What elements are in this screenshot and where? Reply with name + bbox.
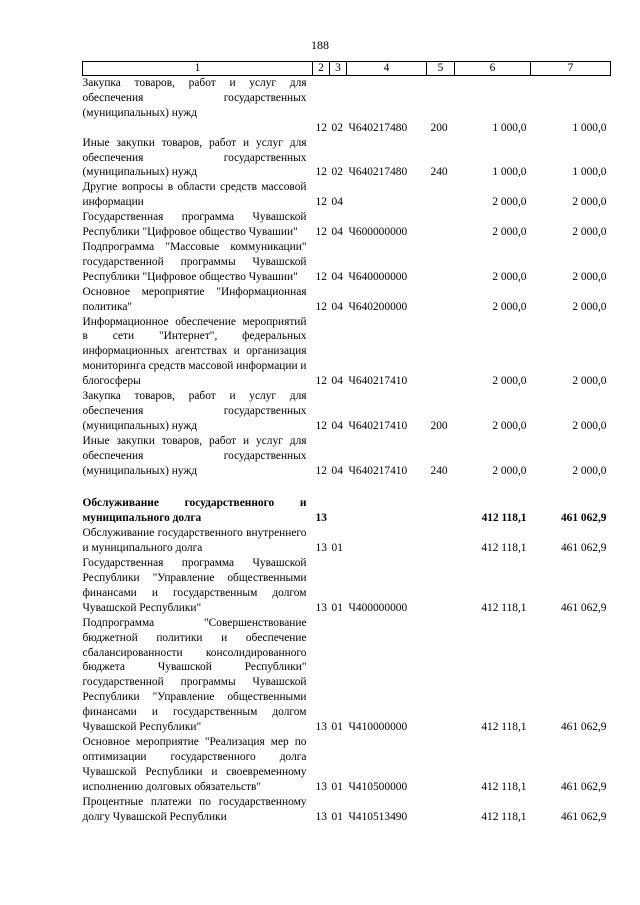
- table-header-row: [83, 62, 611, 76]
- row-name: Закупка товаров, работ и услуг для обеспечения государственных (муниципальных) нужд: [82, 390, 307, 432]
- subsection-code: 04: [331, 375, 343, 388]
- amount-year-2: 2 000,0: [572, 226, 607, 239]
- spacer-cell: [83, 478, 611, 496]
- amount-year-1: 2 000,0: [492, 300, 527, 313]
- subsection-code: 01: [331, 780, 343, 793]
- target-article-code: Ч640000000: [348, 270, 408, 283]
- expense-type-code: 200: [430, 419, 448, 432]
- target-article-code: [347, 526, 427, 556]
- table-row: [83, 136, 611, 181]
- table-row: [83, 180, 611, 210]
- amount-year-2: 2 000,0: [572, 464, 607, 477]
- column-header: 2: [313, 62, 330, 76]
- expense-type-code: 240: [430, 166, 448, 179]
- expense-type-code: [427, 526, 455, 556]
- column-header: 7: [531, 62, 611, 76]
- section-code: 13: [315, 542, 327, 555]
- expense-type-code: [427, 240, 455, 285]
- table-row: [83, 121, 611, 136]
- amount-year-2: 2 000,0: [572, 300, 607, 313]
- section-code: 12: [315, 121, 327, 134]
- row-name: Государственная программа Чувашской Республики "Управление общественными финансами и государственным долгом Чувашской Республики": [82, 557, 307, 614]
- subsection-code: 01: [331, 810, 343, 823]
- row-name: Обслуживание государственного внутреннего и муниципального долга: [82, 527, 307, 555]
- page-number: 188: [311, 38, 329, 52]
- row-name: Информационное обеспечение мероприятий в сети "Интернет", федеральных информационных агентствах и организация мониторинга средств массовой информации и блогосферы: [82, 315, 307, 388]
- target-article-code: [347, 180, 427, 210]
- amount-year-1: 412 118,1: [481, 601, 527, 614]
- subsection-code: 02: [331, 121, 343, 134]
- target-article-code: Ч640217410: [348, 375, 408, 388]
- table-row: [83, 735, 611, 795]
- section-code: 12: [315, 226, 327, 239]
- amount-year-2: 461 062,9: [560, 542, 607, 555]
- subsection-code: 01: [331, 542, 343, 555]
- column-header: 5: [427, 62, 455, 76]
- section-code: 13: [315, 512, 327, 525]
- subsection-code: 01: [331, 601, 343, 614]
- table-row: [83, 210, 611, 240]
- amount-year-1: 412 118,1: [481, 542, 527, 555]
- row-name: Закупка товаров, работ и услуг для обеспечения государственных (муниципальных) нужд: [82, 77, 307, 119]
- expense-type-code: [427, 795, 455, 825]
- expense-type-code: [427, 180, 455, 210]
- column-header: 3: [330, 62, 347, 76]
- target-article-code: Ч640217480: [348, 166, 408, 179]
- target-article-code: Ч640200000: [348, 300, 408, 313]
- row-name: Основное мероприятие "Информационная политика": [82, 285, 307, 313]
- amount-year-2: 461 062,9: [560, 601, 607, 614]
- column-header: 6: [455, 62, 531, 76]
- expense-type-code: [427, 556, 455, 616]
- target-article-code: [347, 496, 427, 526]
- target-article-code: Ч640217410: [348, 419, 408, 432]
- amount-year-1: 1 000,0: [492, 166, 527, 179]
- row-name: Иные закупки товаров, работ и услуг для обеспечения государственных (муниципальных) нужд: [82, 136, 307, 179]
- target-article-code: [347, 76, 427, 121]
- row-name: Основное мероприятие "Реализация мер по оптимизации государственного долга Чувашской Республики и своевременному исполнению долговых обязательств": [82, 735, 307, 793]
- subsection-code: 04: [331, 464, 343, 477]
- amount-year-2: 2 000,0: [572, 270, 607, 283]
- table-row: [83, 389, 611, 434]
- amount-year-2: [531, 76, 611, 121]
- section-code: 12: [315, 270, 327, 283]
- subsection-code: 04: [331, 196, 343, 209]
- subsection-code: 04: [331, 300, 343, 313]
- row-spacer: [83, 478, 611, 496]
- row-name: Обслуживание государственного и муниципального долга: [82, 497, 307, 525]
- target-article-code: Ч600000000: [348, 226, 408, 239]
- amount-year-1: 2 000,0: [492, 226, 527, 239]
- row-name: [83, 121, 313, 136]
- subsection-code: [330, 76, 347, 121]
- target-article-code: Ч640217480: [348, 121, 408, 134]
- amount-year-2: 461 062,9: [560, 512, 607, 525]
- row-name: Иные закупки товаров, работ и услуг для обеспечения государственных (муниципальных) нужд: [82, 434, 307, 477]
- section-code: 13: [315, 721, 327, 734]
- section-code: 12: [315, 419, 327, 432]
- table-row: [83, 315, 611, 390]
- amount-year-1: 2 000,0: [492, 464, 527, 477]
- expense-type-code: [427, 210, 455, 240]
- row-name: Государственная программа Чувашской Республики "Цифровое общество Чувашии": [82, 211, 307, 239]
- section-code: 12: [315, 166, 327, 179]
- target-article-code: Ч410513490: [348, 810, 408, 823]
- table-row: [83, 240, 611, 285]
- section-code: 13: [315, 601, 327, 614]
- amount-year-2: 461 062,9: [560, 810, 607, 823]
- expense-type-code: [427, 285, 455, 315]
- amount-year-1: 412 118,1: [481, 512, 527, 525]
- expense-type-code: 200: [430, 121, 448, 134]
- section-code: 12: [315, 464, 327, 477]
- table-row: [83, 76, 611, 121]
- subsection-code: 04: [331, 419, 343, 432]
- section-code: 12: [315, 375, 327, 388]
- target-article-code: Ч400000000: [348, 601, 408, 614]
- table-row: [83, 616, 611, 735]
- amount-year-2: 1 000,0: [572, 166, 607, 179]
- section-code: 12: [315, 300, 327, 313]
- subsection-code: 02: [331, 166, 343, 179]
- subsection-code: 04: [331, 270, 343, 283]
- amount-year-1: 412 118,1: [481, 780, 527, 793]
- expense-type-code: [427, 76, 455, 121]
- table-row: [83, 285, 611, 315]
- table-row: [83, 496, 611, 526]
- section-code: [313, 76, 330, 121]
- amount-year-1: 412 118,1: [481, 721, 527, 734]
- column-header: 1: [83, 62, 313, 76]
- row-name: Подпрограмма "Совершенствование бюджетной политики и обеспечение сбалансированности консолидированного бюджета Чувашской Республики" государственной программы Чувашской Республики "Управление общественными финансами и государственным долгом Чувашской Республики": [82, 616, 307, 734]
- row-name: Подпрограмма "Массовые коммуникации" государственной программы Чувашской Республики "Цифровое общество Чувашии": [82, 240, 307, 283]
- table-body: [83, 76, 611, 825]
- amount-year-1: [455, 76, 531, 121]
- amount-year-2: 2 000,0: [572, 375, 607, 388]
- amount-year-1: 412 118,1: [481, 810, 527, 823]
- subsection-code: [330, 496, 347, 526]
- amount-year-2: 461 062,9: [560, 780, 607, 793]
- table-row: [83, 795, 611, 825]
- expense-type-code: [427, 735, 455, 795]
- amount-year-2: 2 000,0: [572, 419, 607, 432]
- amount-year-2: 461 062,9: [560, 721, 607, 734]
- budget-table: [82, 61, 611, 824]
- target-article-code: Ч640217410: [348, 464, 408, 477]
- expense-type-code: [427, 496, 455, 526]
- expense-type-code: [427, 315, 455, 390]
- amount-year-1: 1 000,0: [492, 121, 527, 134]
- table-row: [83, 556, 611, 616]
- subsection-code: 04: [331, 226, 343, 239]
- expense-type-code: 240: [430, 464, 448, 477]
- row-name: Процентные платежи по государственному долгу Чувашской Республики: [82, 795, 307, 823]
- row-name: Другие вопросы в области средств массовой информации: [82, 181, 307, 209]
- table-row: [83, 434, 611, 479]
- section-code: 12: [315, 196, 327, 209]
- target-article-code: Ч410000000: [348, 721, 408, 734]
- amount-year-1: 2 000,0: [492, 196, 527, 209]
- section-code: 13: [315, 780, 327, 793]
- section-code: 13: [315, 810, 327, 823]
- target-article-code: Ч410500000: [348, 780, 408, 793]
- table-row: [83, 526, 611, 556]
- amount-year-2: 2 000,0: [572, 196, 607, 209]
- amount-year-1: 2 000,0: [492, 270, 527, 283]
- amount-year-1: 2 000,0: [492, 375, 527, 388]
- subsection-code: 01: [331, 721, 343, 734]
- expense-type-code: [427, 616, 455, 735]
- column-header: 4: [347, 62, 427, 76]
- amount-year-1: 2 000,0: [492, 419, 527, 432]
- amount-year-2: 1 000,0: [572, 121, 607, 134]
